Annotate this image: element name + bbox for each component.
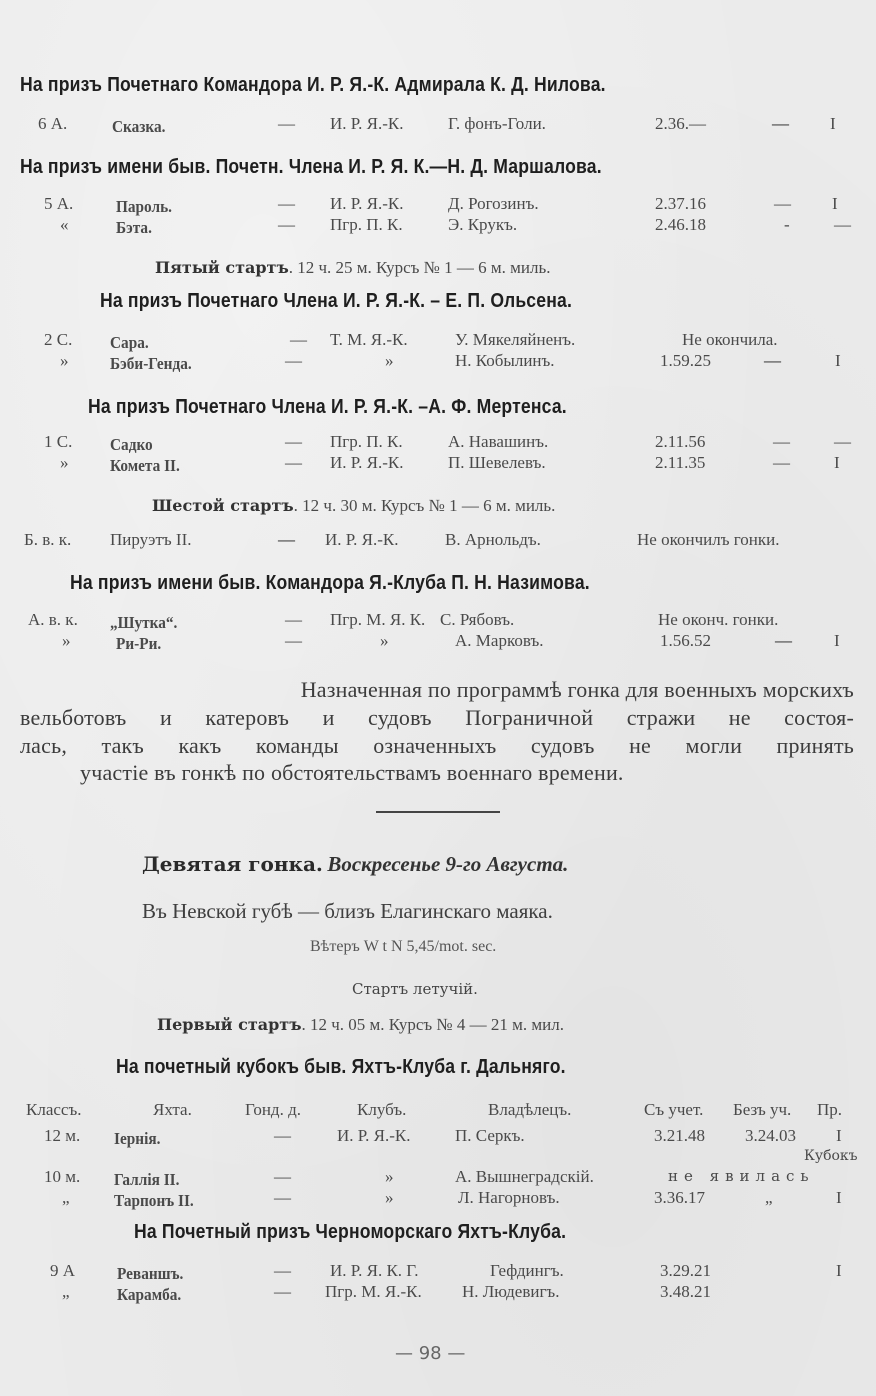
time-without-allowance-cell: — [775, 631, 792, 650]
class-cell: А. в. к. [28, 610, 78, 629]
time-with-allowance-cell: 1.59.25 [660, 351, 711, 370]
gond-cell: — [285, 453, 302, 472]
gond-cell: — [285, 610, 302, 629]
start-line [152, 496, 555, 516]
owner-cell: В. Арнольдъ. [445, 530, 541, 549]
section-heading: На призъ Почетнаго Командора И. Р. Я.-К. Адмирала К. Д. Нилова. [20, 74, 606, 96]
gond-cell: — [285, 351, 302, 370]
start-line [155, 258, 551, 278]
club-cell: И. Р. Я.-К. [330, 114, 404, 133]
time-with-allowance-cell: Не оконч. гонки. [658, 610, 779, 629]
section-divider [376, 811, 500, 813]
class-cell: „ [62, 1282, 70, 1301]
section-heading: На призъ имени быв. Командора Я.-Клуба П. Н. Назимова. [70, 572, 590, 594]
gond-cell: — [274, 1167, 291, 1186]
club-cell: » [385, 1167, 394, 1186]
yacht-cell: Садко [110, 435, 153, 454]
club-cell: Пгр. П. К. [330, 432, 403, 451]
gond-cell: — [278, 114, 295, 133]
class-cell: „ [62, 1188, 70, 1207]
section-heading: На почетный кубокъ быв. Яхтъ-Клуба г. Дальняго. [116, 1056, 566, 1078]
column-header: Яхта. [153, 1100, 192, 1119]
time-without-allowance-cell: — [773, 432, 790, 451]
start-line [157, 1015, 564, 1035]
race-location: Въ Невской губѣ — близъ Елагинскаго маяка. [142, 899, 553, 923]
club-cell: И. Р. Я. К. Г. [330, 1261, 419, 1280]
club-cell: Пгр. М. Я.-К. [325, 1282, 422, 1301]
column-header: Клубъ. [357, 1100, 407, 1119]
column-header: Пр. [817, 1100, 843, 1119]
gond-cell: — [274, 1188, 291, 1207]
paragraph-line: лась, такъ какъ команды означенныхъ судовъ не могли принять [20, 733, 854, 758]
section-heading: На призъ Почетнаго Члена И. Р. Я.-К. –А. Ф. Мертенса. [88, 396, 567, 418]
class-cell: 9 А [50, 1261, 76, 1280]
place-cell: — [834, 215, 851, 234]
place-cell: I [832, 194, 838, 213]
place-cell: I [830, 114, 836, 133]
paragraph-line: участіе въ гонкѣ по обстоятельствамъ военнаго времени. [80, 760, 624, 785]
place-cell: I [834, 453, 840, 472]
owner-cell: Н. Кобылинъ. [455, 351, 555, 370]
owner-cell: Г. фонъ-Голи. [448, 114, 546, 133]
place-cell: — [834, 432, 851, 451]
club-cell: » [380, 631, 389, 650]
time-with-allowance-cell: 2.11.35 [655, 453, 706, 472]
wind-info: Вѣтеръ W t N 5,45/mot. sec. [310, 938, 497, 955]
owner-cell: П. Шевелевъ. [448, 453, 546, 472]
owner-cell: Гефдингъ. [490, 1261, 564, 1280]
start-details: . 12 ч. 30 м. Курсъ № 1 — 6 м. миль. [293, 496, 556, 515]
gond-cell: — [278, 194, 295, 213]
class-cell: 2 С. [44, 330, 73, 349]
owner-cell: А. Вышнеградскій. [455, 1167, 594, 1186]
time-with-allowance-cell: Не окончила. [682, 330, 778, 349]
time-with-allowance-cell: 2.36.— [655, 114, 706, 133]
column-header: Гонд. д. [245, 1100, 301, 1119]
gond-cell: — [278, 215, 295, 234]
gond-cell: — [285, 432, 302, 451]
time-with-allowance-cell: не явилась [668, 1167, 815, 1185]
column-header: Съ учет. [644, 1100, 704, 1119]
yacht-cell: „Шутка“. [110, 613, 178, 632]
yacht-cell: Галлія II. [114, 1170, 180, 1189]
page-number: — 98 — [395, 1343, 466, 1364]
prize-note: Кубокъ [804, 1148, 858, 1164]
time-with-allowance-cell: 1.56.52 [660, 631, 711, 650]
yacht-cell: Бэби-Генда. [110, 354, 192, 373]
race-heading [142, 852, 568, 877]
club-cell: Т. М. Я.-К. [330, 330, 408, 349]
yacht-cell: Тарпонъ II. [114, 1191, 194, 1210]
time-with-allowance-cell: 3.21.48 [654, 1126, 705, 1145]
start-label: Шестой стартъ [152, 496, 294, 515]
time-without-allowance-cell: — [772, 114, 789, 133]
owner-cell: П. Серкъ. [455, 1126, 525, 1145]
yacht-cell: Іернія. [114, 1129, 161, 1148]
place-cell: I [835, 351, 841, 370]
time-with-allowance-cell: 2.46.18 [655, 215, 706, 234]
time-with-allowance-cell: 3.48.21 [660, 1282, 711, 1301]
paragraph-line: Назначенная по программѣ гонка для военныхъ морскихъ [300, 677, 854, 702]
section-heading: На призъ Почетнаго Члена И. Р. Я.-К. – Е. П. Ольсена. [100, 290, 573, 312]
time-with-allowance-cell: 2.37.16 [655, 194, 706, 213]
class-cell: 1 С. [44, 432, 73, 451]
section-heading: На Почетный призъ Черноморскаго Яхтъ-Клуба. [134, 1221, 567, 1243]
club-cell: И. Р. Я.-К. [330, 194, 404, 213]
time-without-allowance-cell: — [764, 351, 781, 370]
yacht-cell: Пируэтъ II. [110, 530, 192, 549]
owner-cell: Э. Крукъ. [448, 215, 518, 234]
time-without-allowance-cell: — [774, 194, 791, 213]
class-cell: » [60, 351, 69, 370]
class-cell: » [60, 453, 69, 472]
owner-cell: С. Рябовъ. [440, 610, 515, 629]
column-header: Безъ уч. [733, 1100, 792, 1119]
gond-cell: — [290, 330, 307, 349]
time-with-allowance-cell: 2.11.56 [655, 432, 706, 451]
place-cell: I [834, 631, 840, 650]
club-cell: И. Р. Я.-К. [330, 453, 404, 472]
class-cell: 5 А. [44, 194, 74, 213]
race-date: Воскресенье 9-го Августа. [327, 852, 569, 876]
owner-cell: Н. Людевигъ. [462, 1282, 560, 1301]
club-cell: Пгр. П. К. [330, 215, 403, 234]
time-with-allowance-cell: 3.36.17 [654, 1188, 705, 1207]
yacht-cell: Бэта. [116, 218, 152, 237]
start-label: Первый стартъ [157, 1015, 302, 1034]
start-type: Стартъ летучій. [352, 980, 478, 998]
gond-cell: — [274, 1261, 291, 1280]
club-cell: Пгр. М. Я. К. [330, 610, 426, 629]
column-header: Владѣлецъ. [488, 1100, 572, 1119]
yacht-cell: Пароль. [116, 197, 173, 216]
club-cell: » [385, 1188, 394, 1207]
yacht-cell: Реваншъ. [117, 1264, 184, 1283]
gond-cell: — [274, 1282, 291, 1301]
club-cell: » [385, 351, 394, 370]
time-without-allowance-cell: 3.24.03 [745, 1126, 796, 1145]
time-without-allowance-cell: - [784, 215, 790, 234]
gond-cell: — [274, 1126, 291, 1145]
owner-cell: Л. Нагорновъ. [458, 1188, 560, 1207]
owner-cell: У. Мякеляйненъ. [455, 330, 576, 349]
gond-cell: — [285, 631, 302, 650]
owner-cell: А. Марковъ. [455, 631, 544, 650]
yacht-cell: Сказка. [112, 117, 166, 136]
place-cell: I [836, 1126, 842, 1145]
class-cell: 10 м. [44, 1167, 81, 1186]
class-cell: « [60, 215, 69, 234]
class-cell: » [62, 631, 71, 650]
yacht-cell: Сара. [110, 333, 149, 352]
class-cell: 6 А. [38, 114, 68, 133]
start-details: . 12 ч. 25 м. Курсъ № 1 — 6 м. миль. [288, 258, 551, 277]
race-title: Девятая гонка. [142, 852, 323, 876]
paragraph-line: вельботовъ и катеровъ и судовъ Пограничной стражи не состоя- [20, 705, 854, 730]
start-label: Пятый стартъ [155, 258, 289, 277]
club-cell: И. Р. Я.-К. [325, 530, 399, 549]
gond-cell: — [278, 530, 295, 549]
column-header: Классъ. [26, 1100, 82, 1119]
time-without-allowance-cell: „ [765, 1188, 773, 1207]
class-cell: 12 м. [44, 1126, 81, 1145]
time-without-allowance-cell: — [773, 453, 790, 472]
yacht-cell: Комета II. [110, 456, 180, 475]
owner-cell: Д. Рогозинъ. [448, 194, 539, 213]
place-cell: I [836, 1188, 842, 1207]
place-cell: I [836, 1261, 842, 1280]
class-cell: Б. в. к. [24, 530, 72, 549]
start-details: . 12 ч. 05 м. Курсъ № 4 — 21 м. мил. [301, 1015, 564, 1034]
club-cell: И. Р. Я.-К. [337, 1126, 411, 1145]
section-heading: На призъ имени быв. Почетн. Члена И. Р. Я. К.—Н. Д. Маршалова. [20, 156, 602, 178]
time-with-allowance-cell: Не окончилъ гонки. [637, 530, 780, 549]
yacht-cell: Ри-Ри. [116, 634, 162, 653]
owner-cell: А. Навашинъ. [448, 432, 549, 451]
yacht-cell: Карамба. [117, 1285, 182, 1304]
time-with-allowance-cell: 3.29.21 [660, 1261, 711, 1280]
